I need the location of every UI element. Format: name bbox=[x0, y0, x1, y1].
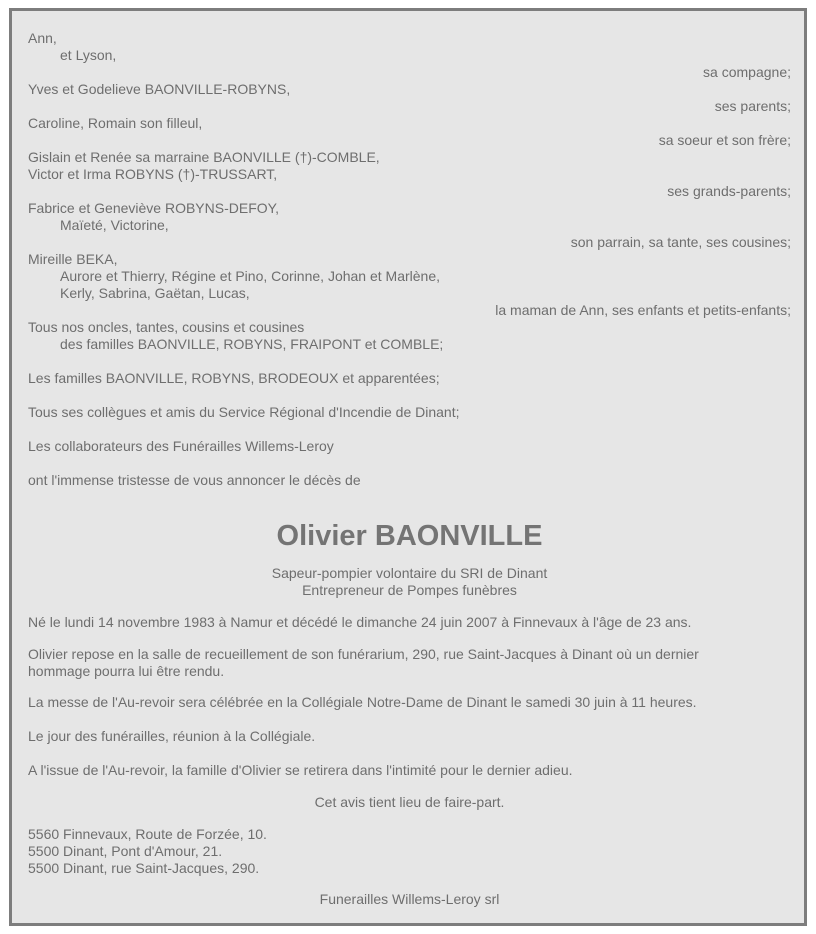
deceased-role: Sapeur-pompier volontaire du SRI de Dinant bbox=[271, 565, 548, 581]
family-line: Caroline, Romain son filleul, bbox=[28, 115, 203, 131]
repose-info: hommage pourra lui être rendu. bbox=[28, 663, 225, 679]
family-line: et Lyson, bbox=[60, 47, 117, 63]
family-line: Victor et Irma ROBYNS (†)-TRUSSART, bbox=[28, 166, 278, 182]
family-line: Kerly, Sabrina, Gaëtan, Lucas, bbox=[60, 285, 250, 301]
family-line: Fabrice et Geneviève ROBYNS-DEFOY, bbox=[28, 200, 280, 216]
relation-label: sa compagne; bbox=[703, 64, 791, 80]
family-line: Tous nos oncles, tantes, cousins et cousines bbox=[28, 319, 305, 335]
family-line: Les collaborateurs des Funérailles Willems-Leroy bbox=[28, 438, 334, 454]
address-line: 5500 Dinant, rue Saint-Jacques, 290. bbox=[28, 860, 260, 876]
deceased-name bbox=[28, 519, 791, 553]
family-line: Yves et Godelieve BAONVILLE-ROBYNS, bbox=[28, 81, 291, 97]
relation-label: son parrain, sa tante, ses cousines; bbox=[570, 234, 791, 250]
repose-info: Olivier repose en la salle de recueillement de son funérarium, 290, rue Saint-Jacques à Dinant où un dernier bbox=[28, 646, 699, 662]
signature: Funerailles Willems-Leroy srl bbox=[319, 891, 500, 907]
relation-label: ses grands-parents; bbox=[667, 183, 791, 199]
relation-label: la maman de Ann, ses enfants et petits-enfants; bbox=[495, 302, 791, 318]
family-line: Mireille BEKA, bbox=[28, 251, 118, 267]
family-line: Ann, bbox=[28, 30, 57, 46]
family-line: Maïeté, Victorine, bbox=[60, 217, 169, 233]
mass-info: La messe de l'Au-revoir sera célébrée en la Collégiale Notre-Dame de Dinant le samedi 30 juin à 11 heures. bbox=[28, 694, 697, 710]
death-notice-frame bbox=[9, 8, 807, 926]
address-line: 5560 Finnevaux, Route de Forzée, 10. bbox=[28, 826, 267, 842]
relation-label: ses parents; bbox=[714, 98, 791, 114]
funeral-meeting-info: Le jour des funérailles, réunion à la Collégiale. bbox=[28, 728, 316, 744]
family-line: Aurore et Thierry, Régine et Pino, Corinne, Johan et Marlène, bbox=[60, 268, 441, 284]
family-retreat-info: A l'issue de l'Au-revoir, la famille d'Olivier se retirera dans l'intimité pour le dernier adieu. bbox=[28, 762, 573, 778]
faire-part-note: Cet avis tient lieu de faire-part. bbox=[314, 794, 505, 810]
deceased-role: Entrepreneur de Pompes funèbres bbox=[302, 582, 517, 598]
family-line: des familles BAONVILLE, ROBYNS, FRAIPONT et COMBLE; bbox=[60, 336, 444, 352]
death-notice-content bbox=[28, 30, 791, 908]
family-line: Tous ses collègues et amis du Service Régional d'Incendie de Dinant; bbox=[28, 404, 460, 420]
deceased-first-name: Olivier bbox=[276, 520, 367, 552]
address-line: 5500 Dinant, Pont d'Amour, 21. bbox=[28, 843, 223, 859]
family-line: Les familles BAONVILLE, ROBYNS, BRODEOUX et apparentées; bbox=[28, 370, 440, 386]
deceased-last-name: BAONVILLE bbox=[374, 520, 543, 552]
announcement-line: ont l'immense tristesse de vous annoncer le décès de bbox=[28, 472, 361, 488]
relation-label: sa soeur et son frère; bbox=[658, 132, 791, 148]
family-line: Gislain et Renée sa marraine BAONVILLE (†)-COMBLE, bbox=[28, 149, 380, 165]
birth-death-info: Né le lundi 14 novembre 1983 à Namur et décédé le dimanche 24 juin 2007 à Finnevaux à l'âge de 23 ans. bbox=[28, 614, 692, 630]
